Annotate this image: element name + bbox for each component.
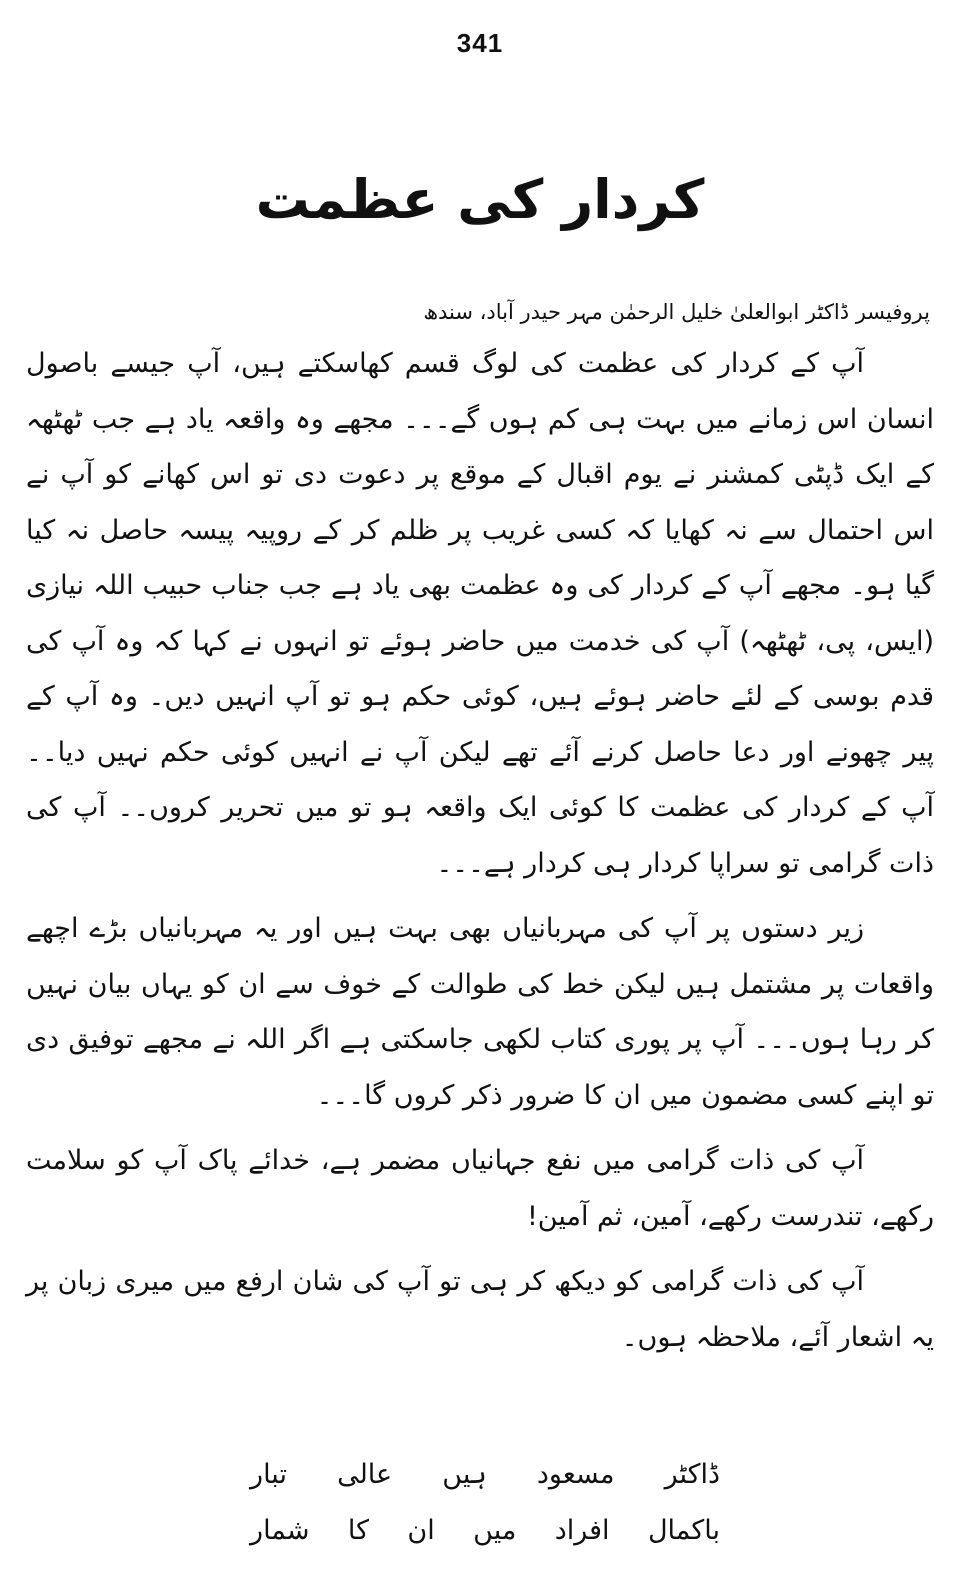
page-number: 341 <box>456 28 504 58</box>
verse-word: افراد <box>554 1515 610 1546</box>
verse-word: مسعود <box>536 1459 615 1490</box>
page-title: کردار کی عظمت <box>255 168 705 231</box>
author-line: پروفیسر ڈاکٹر ابوالعلیٰ خلیل الرحمٰن مہر حیدر آباد، سندھ <box>423 300 930 324</box>
verse-word: باکمال <box>647 1515 720 1546</box>
verse-word: ان <box>407 1515 435 1546</box>
verse-word: ڈاکٹر <box>664 1459 720 1490</box>
paragraph: آپ کی ذات گرامی کو دیکھ کر ہی تو آپ کی شان ارفع میں میری زبان پر یہ اشعار آئے، ملاحظہ ہوں۔ <box>26 1266 934 1353</box>
verse-word: میں <box>473 1515 517 1546</box>
paragraph: زیر دستوں پر آپ کی مہربانیاں بھی بہت ہیں اور یہ مہربانیاں بڑے اچھے واقعات پر مشتمل ہیں لیکن خط کی طوالت کے خوف سے ان کو یہاں بیان نہیں کر رہا ہوں۔۔۔ آپ پر پوری کتاب لکھی جاسکتی ہے اگر اللہ نے مجھے توفیق دی تو اپنے کسی مضمون میں ان کا ضرور ذکر کروں گا۔۔۔ <box>26 913 934 1111</box>
verse-line <box>250 1450 720 1500</box>
body-text <box>26 336 934 1365</box>
paragraph: آپ کے کردار کی عظمت کی لوگ قسم کھاسکتے ہیں، آپ جیسے باصول انسان اس زمانے میں بہت ہی کم ہوں گے۔۔۔ مجھے وہ واقعہ یاد ہے جب ٹھٹھہ کے ایک ڈپٹی کمشنر نے یوم اقبال کے موقع پر دعوت دی تو اس کھانے کو آپ نے اس احتمال سے نہ کھایا کہ کسی غریب پر ظلم کر کے روپیہ پیسہ حاصل نہ کیا گیا ہو۔ مجھے آپ کے کردار کی وہ عظمت بھی یاد ہے جب جناب حبیب اللہ نیازی (ایس، پی، ٹھٹھہ) آپ کی خدمت میں حاضر ہوئے تو انہوں نے کہا کہ وہ آپ کی قدم بوسی کے لئے حاضر ہوئے ہیں، کوئی حکم ہو تو آپ انہیں دیں۔ وہ آپ کے پیر چھونے اور دعا حاصل کرنے آئے تھے لیکن آپ نے انہیں کوئی حکم نہیں دیا۔۔ آپ کے کردار کی عظمت کا کوئی ایک واقعہ ہو تو میں تحریر کروں۔۔ آپ کی ذات گرامی تو سراپا کردار ہی کردار ہے۔۔۔ <box>26 348 934 879</box>
verse-word: عالی <box>337 1459 393 1490</box>
verse-word: شمار <box>250 1515 310 1546</box>
paragraph: آپ کی ذات گرامی میں نفع جہانیاں مضمر ہے، خدائے پاک آپ کو سلامت رکھے، تندرست رکھے، آمین، ثم آمین! <box>26 1145 934 1232</box>
verse-line <box>250 1506 720 1556</box>
verse-word: تبار <box>250 1459 287 1490</box>
verse-word: ہیں <box>442 1459 487 1490</box>
verse-word: کا <box>347 1515 370 1546</box>
